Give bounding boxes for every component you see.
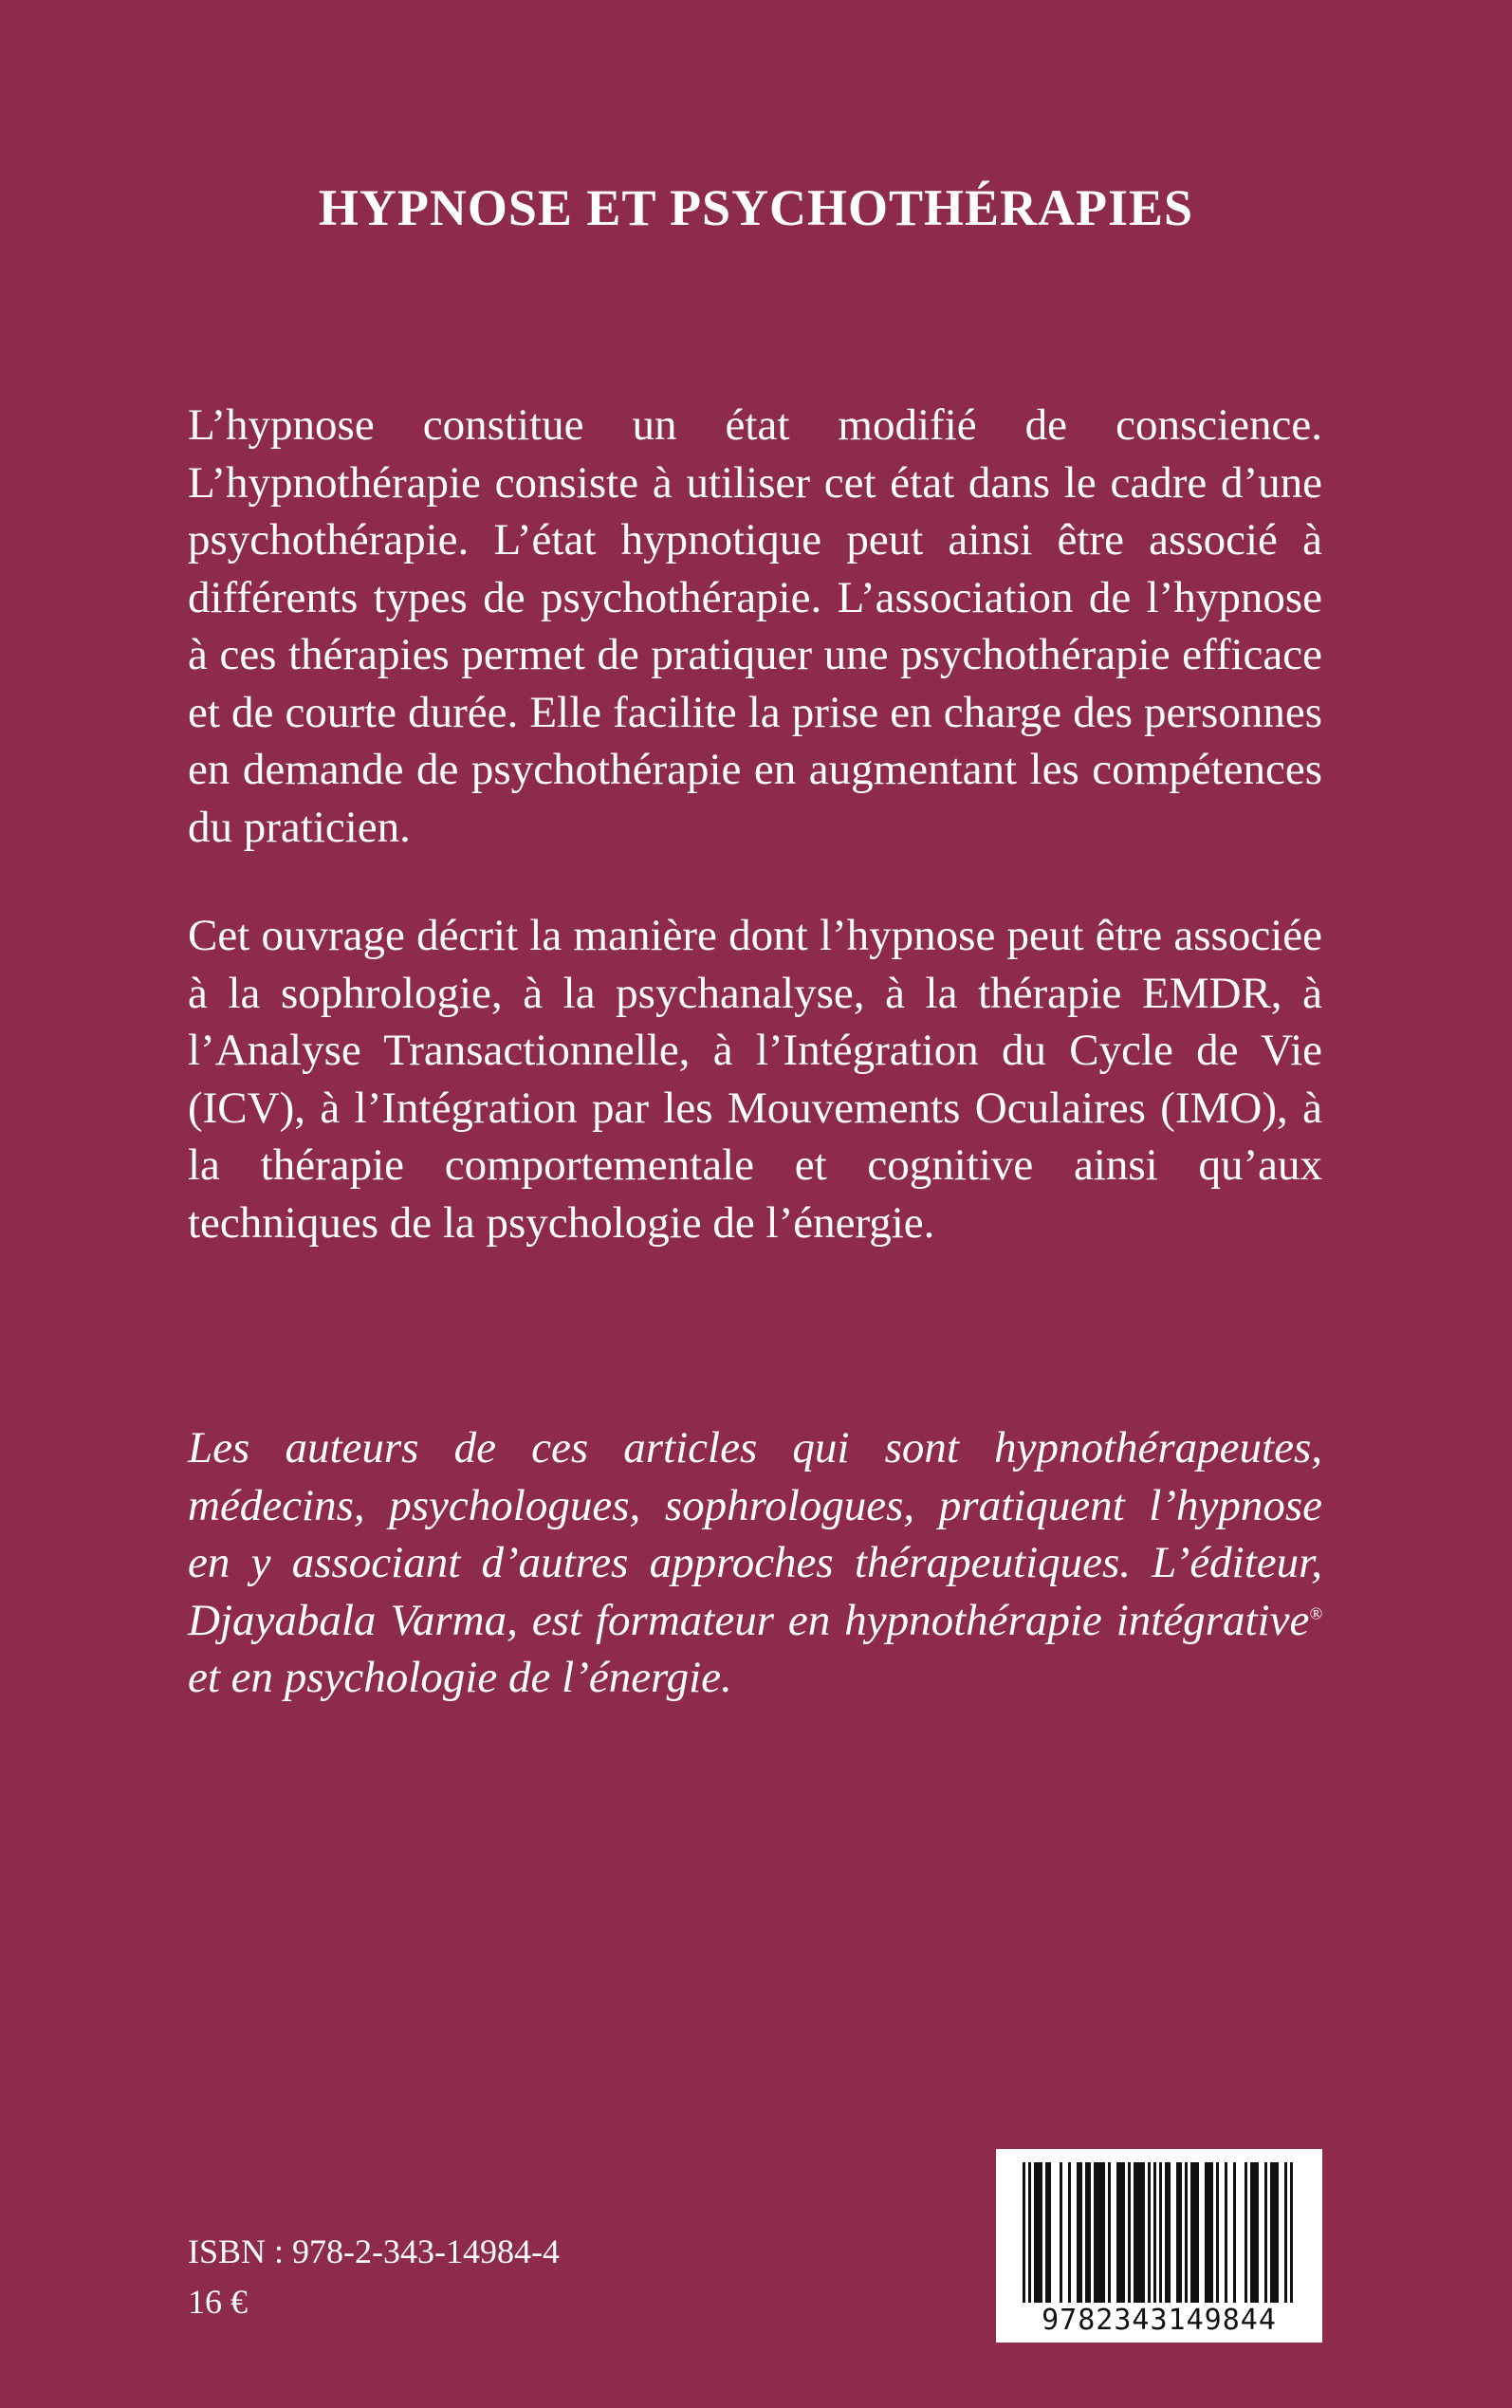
barcode-bar: [1208, 2162, 1210, 2303]
authors-text-2: et en psychologie de l’énergie.: [188, 1653, 732, 1702]
barcode-bar: [1134, 2162, 1136, 2303]
barcode-bar: [1190, 2162, 1193, 2303]
barcode-bar: [1250, 2162, 1253, 2303]
barcode-bar: [1290, 2162, 1293, 2303]
barcode-bar: [1148, 2162, 1151, 2303]
barcode-bar: [1142, 2162, 1145, 2303]
barcode-bar: [1233, 2162, 1236, 2303]
barcode-bar: [1034, 2162, 1037, 2303]
registered-trademark-mark: ®: [1309, 1602, 1322, 1622]
barcode-bar: [1108, 2162, 1111, 2303]
barcode-bar: [1168, 2162, 1171, 2303]
barcode-bar: [1085, 2162, 1088, 2303]
barcode-bar: [1097, 2162, 1099, 2303]
barcode-bar: [1037, 2162, 1040, 2303]
barcode-bar: [1045, 2162, 1048, 2303]
barcode-bar: [1225, 2162, 1227, 2303]
barcode-bar: [1079, 2162, 1082, 2303]
authors-text-1: Les auteurs de ces articles qui sont hypnothérapeutes, médecins, psychologues, sophrologues, pratiquent l’hypnose en y associant d’autres approches thérapeutiques. L’éditeur, Djayabala Varma, est formateur en hypnothérapie intégrative: [188, 1423, 1322, 1645]
barcode-bar: [1276, 2162, 1279, 2303]
description-paragraph-2: Cet ouvrage décrit la manière dont l’hypnose peut être associée à la sophrologie, à la psychanalyse, à la thérapie EMDR, à l’Analyse Transactionnelle, à l’Intégration du Cycle de Vie (ICV), à l’Intégration par les Mouvements Oculaires (IMO), à la thérapie comportementale et cognitive ainsi qu’aux techniques de la psychologie de l’énergie.: [188, 911, 1322, 1248]
barcode-bar: [1273, 2162, 1276, 2303]
price-label: 16 €: [188, 2283, 248, 2321]
barcode-bar: [1139, 2162, 1142, 2303]
barcode-bar: [1284, 2162, 1287, 2303]
barcode-bar: [1216, 2162, 1219, 2303]
barcode-bar: [1102, 2162, 1105, 2303]
book-title: HYPNOSE ET PSYCHOTHÉRAPIES: [318, 179, 1194, 236]
barcode-graphic: [996, 2149, 1322, 2343]
barcode-bar: [1270, 2162, 1273, 2303]
barcode-bar: [1060, 2162, 1062, 2303]
barcode-bar: [1088, 2162, 1091, 2303]
barcode-bar: [1028, 2162, 1031, 2303]
barcode-bar: [1099, 2162, 1102, 2303]
barcode-bar: [1179, 2162, 1182, 2303]
barcode-bar: [1185, 2162, 1188, 2303]
barcode-bar: [1077, 2162, 1079, 2303]
barcode-bar: [1122, 2162, 1125, 2303]
description-paragraph-1: L’hypnose constitue un état modifié de conscience. L’hypnothérapie consiste à utiliser cet état dans le cadre d’une psychothérapie. L’état hypnotique peut ainsi être associé à différents types de psychothérapie. L’association de l’hypnose à ces thérapies permet de pratiquer une psychothérapie efficace et de courte durée. Elle facilite la prise en charge des personnes en demande de psychothérapie en augmentant les compétences du praticien.: [188, 400, 1322, 852]
barcode-bar: [1136, 2162, 1139, 2303]
barcode-bar: [1153, 2162, 1156, 2303]
barcode-bar: [1116, 2162, 1119, 2303]
barcode-bar: [1023, 2162, 1025, 2303]
barcode-bar: [1068, 2162, 1071, 2303]
barcode-bar: [1210, 2162, 1213, 2303]
barcode-bar: [1205, 2162, 1208, 2303]
barcode-bar: [1119, 2162, 1122, 2303]
barcode-bar: [1245, 2162, 1247, 2303]
barcode-bar: [1040, 2162, 1042, 2303]
barcode-bar: [1094, 2162, 1097, 2303]
authors-paragraph: [188, 1419, 1322, 1707]
barcode-bar: [1159, 2162, 1162, 2303]
barcode-bars: [1023, 2162, 1293, 2303]
barcode-bar: [1256, 2162, 1259, 2303]
barcode-bar: [1165, 2162, 1168, 2303]
barcode-bar: [1176, 2162, 1179, 2303]
barcode-bar: [1264, 2162, 1267, 2303]
isbn-label: ISBN : 978-2-343-14984-4: [188, 2232, 560, 2270]
barcode-bar: [1048, 2162, 1051, 2303]
barcode-number: 9782343149844: [1042, 2304, 1277, 2337]
barcode: [996, 2149, 1322, 2343]
barcode-bar: [1128, 2162, 1131, 2303]
barcode-bar: [1193, 2162, 1196, 2303]
barcode-bar: [1253, 2162, 1256, 2303]
barcode-bar: [1196, 2162, 1199, 2303]
